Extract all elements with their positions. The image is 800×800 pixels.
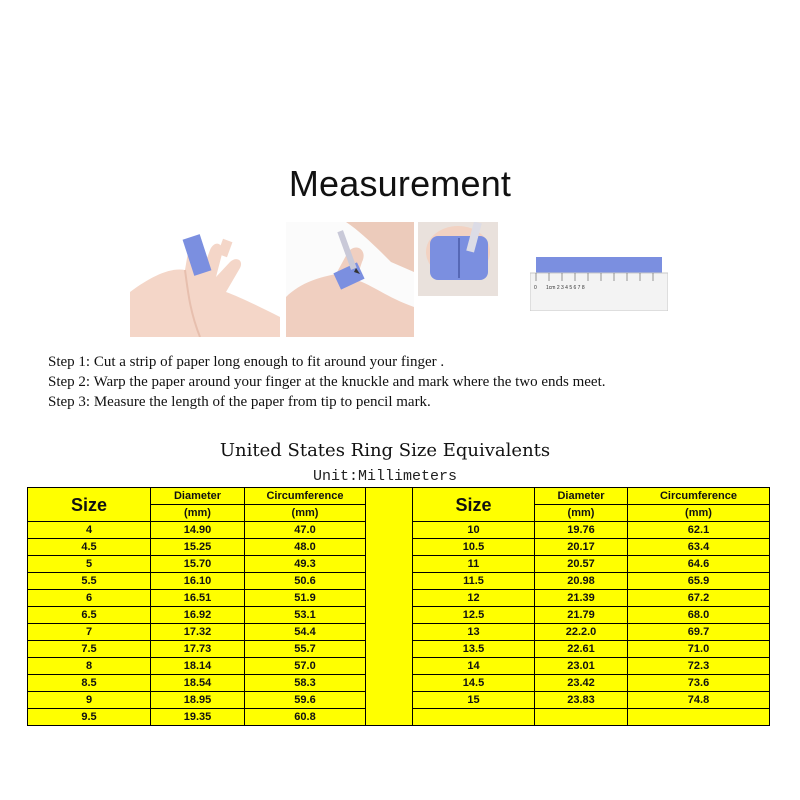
left-circumference-cell: 50.6 <box>245 573 366 590</box>
size-header-left: Size <box>28 488 151 522</box>
left-size-cell: 9.5 <box>28 709 151 726</box>
left-circumference-cell: 48.0 <box>245 539 366 556</box>
left-diameter-cell: 19.35 <box>151 709 245 726</box>
hand-strip-photo <box>130 222 280 337</box>
left-diameter-cell: 17.32 <box>151 624 245 641</box>
right-diameter-cell: 21.39 <box>535 590 628 607</box>
right-size-cell: 13.5 <box>413 641 535 658</box>
hand-strip-illustration <box>130 222 280 337</box>
left-diameter-cell: 17.73 <box>151 641 245 658</box>
right-diameter-cell: 22.61 <box>535 641 628 658</box>
right-diameter-cell: 22.2.0 <box>535 624 628 641</box>
left-diameter-cell: 18.54 <box>151 675 245 692</box>
right-diameter-cell: 20.17 <box>535 539 628 556</box>
left-diameter-cell: 14.90 <box>151 522 245 539</box>
right-size-cell: 13 <box>413 624 535 641</box>
table-title: United States Ring Size Equivalents <box>219 440 551 461</box>
left-diameter-cell: 16.10 <box>151 573 245 590</box>
right-circumference-cell: 67.2 <box>628 590 770 607</box>
left-size-cell: 4 <box>28 522 151 539</box>
circumference-unit-left: (mm) <box>245 505 366 522</box>
step-1: Step 1: Cut a strip of paper long enough to fit around your finger . <box>48 354 445 370</box>
right-circumference-cell <box>628 709 770 726</box>
table-unit: Unit:Millimeters <box>312 468 458 485</box>
right-circumference-cell: 64.6 <box>628 556 770 573</box>
left-size-cell: 4.5 <box>28 539 151 556</box>
left-circumference-cell: 54.4 <box>245 624 366 641</box>
right-circumference-cell: 69.7 <box>628 624 770 641</box>
left-size-cell: 6 <box>28 590 151 607</box>
ruler-photo <box>530 255 668 311</box>
diameter-header-right: Diameter <box>535 488 628 505</box>
right-size-cell: 15 <box>413 692 535 709</box>
circumference-unit-right: (mm) <box>628 505 770 522</box>
step-3: Step 3: Measure the length of the paper from tip to pencil mark. <box>48 394 431 410</box>
left-size-cell: 7 <box>28 624 151 641</box>
left-size-cell: 6.5 <box>28 607 151 624</box>
left-circumference-cell: 55.7 <box>245 641 366 658</box>
instruction-steps <box>48 352 768 412</box>
right-circumference-cell: 63.4 <box>628 539 770 556</box>
step-2: Step 2: Warp the paper around your finger at the knuckle and mark where the two ends meet. <box>48 374 606 390</box>
left-size-cell: 8.5 <box>28 675 151 692</box>
left-size-cell: 9 <box>28 692 151 709</box>
left-size-cell: 5.5 <box>28 573 151 590</box>
finger-closeup-photo <box>418 222 498 296</box>
left-circumference-cell: 53.1 <box>245 607 366 624</box>
left-size-cell: 5 <box>28 556 151 573</box>
diameter-header-left: Diameter <box>151 488 245 505</box>
ring-size-table-body <box>28 488 770 726</box>
right-diameter-cell: 23.01 <box>535 658 628 675</box>
left-diameter-cell: 18.95 <box>151 692 245 709</box>
ring-size-table <box>27 487 770 726</box>
left-diameter-cell: 16.92 <box>151 607 245 624</box>
right-diameter-cell: 23.42 <box>535 675 628 692</box>
left-circumference-cell: 59.6 <box>245 692 366 709</box>
right-diameter-cell: 23.83 <box>535 692 628 709</box>
ruler-illustration <box>530 255 668 311</box>
diameter-unit-right: (mm) <box>535 505 628 522</box>
right-size-cell: 10.5 <box>413 539 535 556</box>
table-header-row <box>28 488 770 505</box>
ruler-zero-label: 0 <box>534 285 537 291</box>
left-circumference-cell: 51.9 <box>245 590 366 607</box>
wrap-strip-photo <box>286 222 414 337</box>
ruler-scale-label: 1cm 2 3 4 5 6 7 8 <box>546 285 585 291</box>
right-circumference-cell: 71.0 <box>628 641 770 658</box>
left-size-cell: 7.5 <box>28 641 151 658</box>
right-size-cell: 14.5 <box>413 675 535 692</box>
finger-closeup-illustration <box>418 222 498 296</box>
left-circumference-cell: 49.3 <box>245 556 366 573</box>
wrap-strip-illustration <box>286 222 414 337</box>
right-size-cell: 11 <box>413 556 535 573</box>
circumference-header-right: Circumference <box>628 488 770 505</box>
right-circumference-cell: 73.6 <box>628 675 770 692</box>
right-circumference-cell: 65.9 <box>628 573 770 590</box>
left-circumference-cell: 60.8 <box>245 709 366 726</box>
right-circumference-cell: 72.3 <box>628 658 770 675</box>
right-size-cell <box>413 709 535 726</box>
left-circumference-cell: 47.0 <box>245 522 366 539</box>
right-size-cell: 14 <box>413 658 535 675</box>
right-size-cell: 11.5 <box>413 573 535 590</box>
right-diameter-cell <box>535 709 628 726</box>
right-circumference-cell: 68.0 <box>628 607 770 624</box>
right-circumference-cell: 62.1 <box>628 522 770 539</box>
circumference-header-left: Circumference <box>245 488 366 505</box>
left-circumference-cell: 58.3 <box>245 675 366 692</box>
right-size-cell: 10 <box>413 522 535 539</box>
left-diameter-cell: 15.70 <box>151 556 245 573</box>
size-header-right: Size <box>413 488 535 522</box>
page-title: Measurement <box>288 163 512 204</box>
right-diameter-cell: 21.79 <box>535 607 628 624</box>
right-diameter-cell: 20.98 <box>535 573 628 590</box>
table-spacer <box>366 488 413 726</box>
left-diameter-cell: 16.51 <box>151 590 245 607</box>
right-diameter-cell: 20.57 <box>535 556 628 573</box>
left-circumference-cell: 57.0 <box>245 658 366 675</box>
right-size-cell: 12.5 <box>413 607 535 624</box>
right-size-cell: 12 <box>413 590 535 607</box>
left-diameter-cell: 15.25 <box>151 539 245 556</box>
right-circumference-cell: 74.8 <box>628 692 770 709</box>
right-diameter-cell: 19.76 <box>535 522 628 539</box>
diameter-unit-left: (mm) <box>151 505 245 522</box>
left-diameter-cell: 18.14 <box>151 658 245 675</box>
left-size-cell: 8 <box>28 658 151 675</box>
